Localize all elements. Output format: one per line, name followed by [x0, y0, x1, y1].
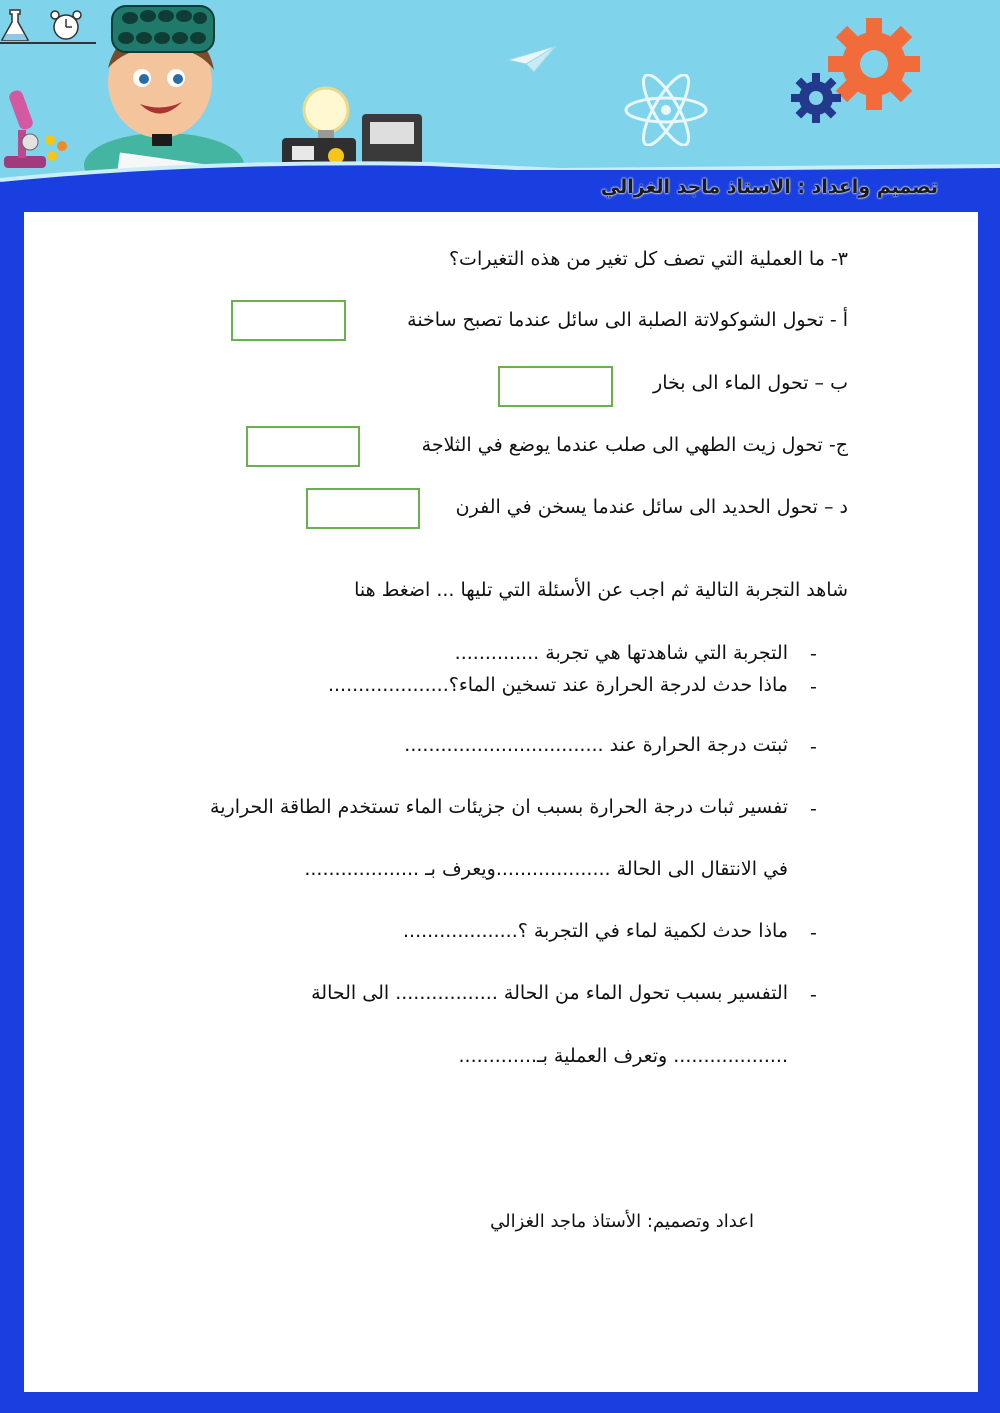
experiment-question-4: تفسير ثبات درجة الحرارة بسبب ان جزيئات الماء تستخدم الطاقة الحرارية: [210, 796, 788, 818]
experiment-intro-link[interactable]: شاهد التجربة التالية ثم اجب عن الأسئلة التي تليها ... اضغط هنا: [354, 579, 848, 601]
experiment-question-5: ماذا حدث لكمية لماء في التجربة ؟...................: [402, 920, 788, 942]
footer-credit: اعداد وتصميم: الأستاذ ماجد الغزالي: [490, 1211, 754, 1232]
answer-box-a[interactable]: [231, 300, 346, 341]
question-item-b: ب – تحول الماء الى بخار: [653, 372, 848, 394]
blue-gear-icon: [790, 72, 842, 124]
atom-icon: [620, 74, 712, 146]
bullet-marker-4: -: [810, 798, 817, 820]
header-banner: [0, 0, 1000, 196]
bullet-marker-1: -: [810, 643, 817, 665]
bullet-marker-3: -: [810, 736, 817, 758]
question-item-d: د – تحول الحديد الى سائل عندما يسخن في الفرن: [455, 496, 848, 518]
answer-box-d[interactable]: [306, 488, 420, 529]
experiment-question-6-continued: ................... وتعرف العملية بـ.............: [458, 1045, 788, 1067]
bullet-marker-5: -: [810, 922, 817, 944]
experiment-question-2: ماذا حدث لدرجة الحرارة عند تسخين الماء؟....................: [327, 674, 788, 696]
question-3-prompt: ٣- ما العملية التي تصف كل تغير من هذه التغيرات؟: [448, 248, 848, 270]
experiment-question-1: التجربة التي شاهدتها هي تجربة ..............: [454, 642, 788, 664]
question-item-c: ج- تحول زيت الطهي الى صلب عندما يوضع في الثلاجة: [421, 434, 848, 456]
bullet-marker-6: -: [810, 984, 817, 1006]
header-credit: تصميم واعداد : الاستاذ ماجد الغزالي: [600, 176, 938, 198]
experiment-question-6: التفسير بسبب تحول الماء من الحالة ................. الى الحالة: [311, 982, 788, 1004]
experiment-question-4-continued: في الانتقال الى الحالة ...................ويعرف بـ ...................: [304, 858, 788, 880]
bullet-marker-2: -: [810, 676, 817, 698]
paper-plane-icon: [506, 44, 558, 74]
experiment-question-3: ثبتت درجة الحرارة عند .................................: [404, 734, 788, 756]
answer-box-b[interactable]: [498, 366, 613, 407]
question-item-a: أ - تحول الشوكولاتة الصلبة الى سائل عندما تصبح ساخنة: [407, 309, 848, 331]
answer-box-c[interactable]: [246, 426, 360, 467]
flask-icon: [0, 8, 30, 44]
